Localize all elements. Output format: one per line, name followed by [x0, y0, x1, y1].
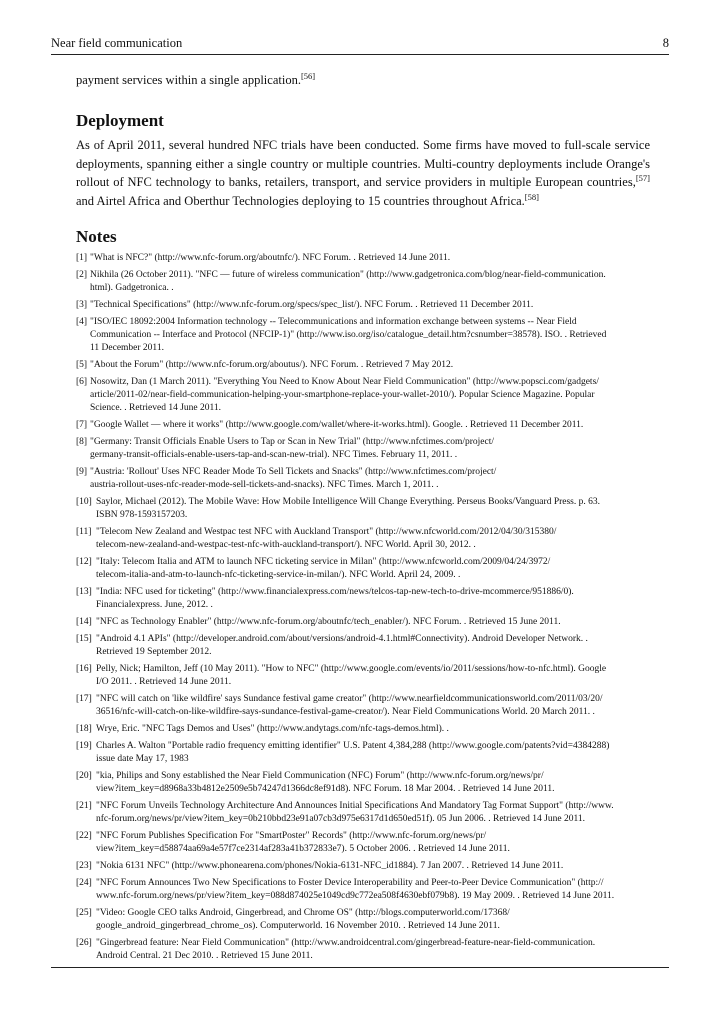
- note-line: "kia, Philips and Sony established the Near Field Communication (NFC) Forum" (http://www.nfc-forum.org/news/pr/: [96, 771, 544, 782]
- note-number: [2]: [76, 270, 88, 281]
- note-text[interactable]: [90, 419, 650, 432]
- note-number: [7]: [76, 420, 88, 431]
- note-item: [76, 466, 650, 492]
- note-item: [76, 269, 650, 295]
- note-item: [76, 907, 650, 933]
- note-item: [76, 556, 650, 582]
- note-item: [76, 359, 650, 372]
- note-line: 11 December 2011.: [90, 343, 164, 354]
- note-line: austria-rollout-uses-nfc-reader-mode-sell-tickets-and-snacks). NFC Times. March 1, 2011. .: [90, 480, 439, 491]
- note-line: "Video: Google CEO talks Android, Gingerbread, and Chrome OS" (http://blogs.computerworld.com/17368/: [96, 908, 510, 919]
- note-item: [76, 693, 650, 719]
- note-number: [23]: [76, 861, 92, 872]
- note-number: [11]: [76, 527, 92, 538]
- note-line: "Android 4.1 APIs" (http://developer.android.com/about/versions/android-4.1.html#Connectivity). Android Developer Network. .: [96, 634, 588, 645]
- note-text[interactable]: [90, 299, 650, 312]
- note-item: [76, 723, 650, 736]
- note-line: ISBN 978-1593157203.: [96, 510, 188, 521]
- note-line: Pelly, Nick; Hamilton, Jeff (10 May 2011). "How to NFC" (http://www.google.com/events/io/2011/sessions/how-to-nfc.html). Google: [96, 664, 607, 675]
- note-text[interactable]: [96, 860, 650, 873]
- note-line: "NFC Forum Unveils Technology Architecture And Announces Initial Specifications And Mandatory Tag Format Support" (http://www.: [96, 801, 614, 812]
- note-text[interactable]: [90, 436, 650, 462]
- note-text[interactable]: [90, 376, 650, 415]
- note-line: Charles A. Walton "Portable radio frequency emitting identifier" U.S. Patent 4,384,288 (http://www.google.com/patents?vid=4384288): [96, 741, 610, 752]
- note-item: [76, 616, 650, 629]
- page-number: 8: [662, 36, 669, 50]
- note-line: view?item_key=d58874aa69a4e57f7ce2314af283a41b372833e7). 5 October 2006. . Retrieved 14 June 2011.: [96, 844, 510, 855]
- note-line: "Austria: 'Rollout' Uses NFC Reader Mode To Sell Tickets and Snacks" (http://www.nfctimes.com/project/: [90, 467, 497, 478]
- note-line: Saylor, Michael (2012). The Mobile Wave: How Mobile Intelligence Will Change Everything. Perseus Books/Vanguard Press. p. 63.: [96, 497, 600, 508]
- note-item: [76, 663, 650, 689]
- note-item: [76, 252, 650, 265]
- citation-58[interactable]: [58]: [524, 191, 539, 202]
- note-number: [16]: [76, 664, 92, 675]
- note-line: www.nfc-forum.org/news/pr/view?item_key=088d874025e1049cd9c772ea508f4630ebf079b8). 19 May 2009. . Retrieved 14 June 2011.: [96, 891, 615, 902]
- note-item: [76, 633, 650, 659]
- note-number: [6]: [76, 377, 88, 388]
- note-text[interactable]: [90, 269, 650, 295]
- note-line: germany-transit-officials-enable-users-tap-and-scan-new-trial). NFC Times. February 11, 2011. .: [90, 450, 458, 461]
- note-text[interactable]: [96, 556, 650, 582]
- deployment-heading: Deployment: [76, 111, 164, 130]
- note-number: [14]: [76, 617, 92, 628]
- note-text[interactable]: [96, 740, 650, 766]
- note-text[interactable]: [96, 496, 650, 522]
- note-number: [15]: [76, 634, 92, 645]
- footer-divider: [51, 967, 669, 968]
- note-line: "NFC will catch on 'like wildfire' says Sundance festival game creator" (http://www.nearfieldcommunicationsworld.com/2011/03/20/: [96, 694, 603, 705]
- continued-paragraph: [76, 72, 650, 88]
- note-text[interactable]: [96, 723, 650, 736]
- note-item: [76, 376, 650, 415]
- note-number: [25]: [76, 908, 92, 919]
- deployment-text-2: and Airtel Africa and Oberthur Technologies deploying to 15 countries throughout Africa.: [76, 193, 525, 208]
- note-line: article/2011-02/near-field-communication-helping-your-smartphone-replace-your-wallet-2010/). Popular Science Magazine. Popular: [90, 390, 595, 401]
- note-item: [76, 316, 650, 355]
- note-text[interactable]: [90, 466, 650, 492]
- note-number: [21]: [76, 801, 92, 812]
- note-line: I/O 2011. . Retrieved 14 June 2011.: [96, 677, 232, 688]
- note-text[interactable]: [96, 877, 650, 903]
- note-item: [76, 436, 650, 462]
- note-item: [76, 526, 650, 552]
- note-number: [20]: [76, 771, 92, 782]
- note-text[interactable]: [96, 770, 650, 796]
- note-number: [8]: [76, 437, 88, 448]
- note-number: [24]: [76, 878, 92, 889]
- note-number: [17]: [76, 694, 92, 705]
- note-text[interactable]: [96, 693, 650, 719]
- notes-list: [76, 252, 650, 963]
- note-item: [76, 830, 650, 856]
- note-item: [76, 770, 650, 796]
- note-number: [1]: [76, 253, 88, 264]
- note-item: [76, 860, 650, 873]
- header-title: Near field communication: [51, 36, 183, 50]
- note-line: "NFC Forum Publishes Specification For "SmartPoster" Records" (http://www.nfc-forum.org/news/pr/: [96, 831, 487, 842]
- note-line: "Google Wallet — where it works" (http://www.google.com/wallet/where-it-works.html). Google. . Retrieved 11 December 2011.: [90, 420, 584, 431]
- note-line: Wrye, Eric. "NFC Tags Demos and Uses" (http://www.andytags.com/nfc-tags-demos.html). .: [96, 724, 449, 735]
- note-line: "Technical Specifications" (http://www.nfc-forum.org/specs/spec_list/). NFC Forum. . Retrieved 11 December 2011.: [90, 300, 534, 311]
- note-line: "NFC Forum Announces Two New Specifications to Foster Device Interoperability and Peer-to-Peer Device Communication" (http://: [96, 878, 604, 889]
- note-item: [76, 740, 650, 766]
- note-text[interactable]: [96, 586, 650, 612]
- note-number: [10]: [76, 497, 92, 508]
- note-item: [76, 800, 650, 826]
- note-number: [5]: [76, 360, 88, 371]
- note-text[interactable]: [96, 633, 650, 659]
- note-line: Nikhila (26 October 2011). "NFC — future of wireless communication" (http://www.gadgetronica.com/blog/near-field-communication.: [90, 270, 606, 281]
- note-item: [76, 299, 650, 312]
- note-text[interactable]: [96, 830, 650, 856]
- note-text[interactable]: [90, 252, 650, 265]
- note-item: [76, 496, 650, 522]
- note-text[interactable]: [96, 663, 650, 689]
- note-line: nfc-forum.org/news/pr/view?item_key=0b210bbd23e91a07cb3d975e6317d1d650ed51f). 05 Jun 2006. . Retrieved 14 June 2011.: [96, 814, 585, 825]
- note-line: "Germany: Transit Officials Enable Users to Tap or Scan in New Trial" (http://www.nfctimes.com/project/: [90, 437, 495, 448]
- note-item: [76, 586, 650, 612]
- page-content: [76, 72, 650, 967]
- note-number: [4]: [76, 317, 88, 328]
- note-number: [13]: [76, 587, 92, 598]
- note-text[interactable]: [96, 616, 650, 629]
- running-header: [51, 36, 669, 55]
- note-number: [12]: [76, 557, 92, 568]
- continued-text: payment services within a single application.: [76, 73, 301, 87]
- note-line: Nosowitz, Dan (1 March 2011). "Everything You Need to Know About Near Field Communication" (http://www.popsci.com/gadgets/: [90, 377, 599, 388]
- note-number: [19]: [76, 741, 92, 752]
- note-line: telecom-italia-and-atm-to-launch-nfc-ticketing-service-in-milan/). NFC World. April 24, 2009. .: [96, 570, 461, 581]
- note-number: [9]: [76, 467, 88, 478]
- note-text[interactable]: [90, 316, 650, 355]
- note-line: view?item_key=d8968a33b4812e2509e5b74247d1366dc8ef91d8). NFC Forum. 18 Mar 2004. . Retrieved 14 June 2011.: [96, 784, 555, 795]
- note-number: [22]: [76, 831, 92, 842]
- note-text[interactable]: [96, 526, 650, 552]
- note-line: 36516/nfc-will-catch-on-like-wildfire-says-sundance-festival-game-creator/). Near Field Communications World. 20 March 2011. .: [96, 707, 595, 718]
- note-line: Android Central. 21 Dec 2010. . Retrieved 15 June 2011.: [96, 951, 313, 962]
- note-text[interactable]: [96, 907, 650, 933]
- note-line: Retrieved 19 September 2012.: [96, 647, 212, 658]
- note-line: Communication -- Interface and Protocol (NFCIP-1)" (http://www.iso.org/iso/catalogue_detail.htm?csnumber=38578). ISO. . Retrieved: [90, 330, 607, 341]
- note-line: "About the Forum" (http://www.nfc-forum.org/aboutus/). NFC Forum. . Retrieved 7 May 2012.: [90, 360, 454, 371]
- note-number: [18]: [76, 724, 92, 735]
- note-number: [3]: [76, 300, 88, 311]
- note-line: issue date May 17, 1983: [96, 754, 189, 765]
- note-line: "What is NFC?" (http://www.nfc-forum.org/aboutnfc/). NFC Forum. . Retrieved 14 June 2011.: [90, 253, 451, 264]
- note-line: "Nokia 6131 NFC" (http://www.phonearena.com/phones/Nokia-6131-NFC_id1884). 7 Jan 2007. . Retrieved 14 June 2011.: [96, 861, 564, 872]
- note-line: "Telecom New Zealand and Westpac test NFC with Auckland Transport" (http://www.nfcworld.com/2012/04/30/315380/: [96, 527, 557, 538]
- note-line: "Italy: Telecom Italia and ATM to launch NFC ticketing service in Milan" (http://www.nfcworld.com/2009/04/24/3972/: [96, 557, 551, 568]
- note-text[interactable]: [90, 359, 650, 372]
- note-text[interactable]: [96, 937, 650, 963]
- citation-56[interactable]: [56]: [300, 71, 316, 81]
- note-line: google_android_gingerbread_chrome_os). Computerworld. 16 November 2010. . Retrieved 14 June 2011.: [96, 921, 500, 932]
- note-number: [26]: [76, 938, 92, 949]
- note-item: [76, 937, 650, 963]
- note-line: "ISO/IEC 18092:2004 Information technology -- Telecommunications and information exchange between systems -- Near Field: [90, 317, 577, 328]
- note-line: "India: NFC used for ticketing" (http://www.financialexpress.com/news/telcos-tap-new-tech-to-drive-mcommerce/951886/0).: [96, 587, 574, 598]
- note-item: [76, 419, 650, 432]
- note-line: html). Gadgetronica. .: [90, 283, 174, 294]
- citation-57[interactable]: [57]: [635, 173, 650, 184]
- deployment-text-1: As of April 2011, several hundred NFC trials have been conducted. Some firms have moved to full-scale service deployments, spanning either a single country or multiple countries. Multi-country deployments include Orange's rollout of NFC technology to banks, retailers, transport, and service providers in multiple European countries,: [76, 138, 650, 190]
- note-line: "NFC as Technology Enabler" (http://www.nfc-forum.org/aboutnfc/tech_enabler/). NFC Forum. . Retrieved 15 June 2011.: [96, 617, 561, 628]
- note-line: Financialexpress. June, 2012. .: [96, 600, 213, 611]
- note-line: "Gingerbread feature: Near Field Communication" (http://www.androidcentral.com/gingerbread-feature-near-field-communication.: [96, 938, 596, 949]
- deployment-paragraph: [76, 136, 650, 210]
- note-item: [76, 877, 650, 903]
- notes-heading: Notes: [76, 227, 117, 247]
- note-line: telecom-new-zealand-and-westpac-test-nfc-with-auckland-transport/). NFC World. April 30, 2012. .: [96, 540, 476, 551]
- note-line: Science. . Retrieved 14 June 2011.: [90, 403, 222, 414]
- note-text[interactable]: [96, 800, 650, 826]
